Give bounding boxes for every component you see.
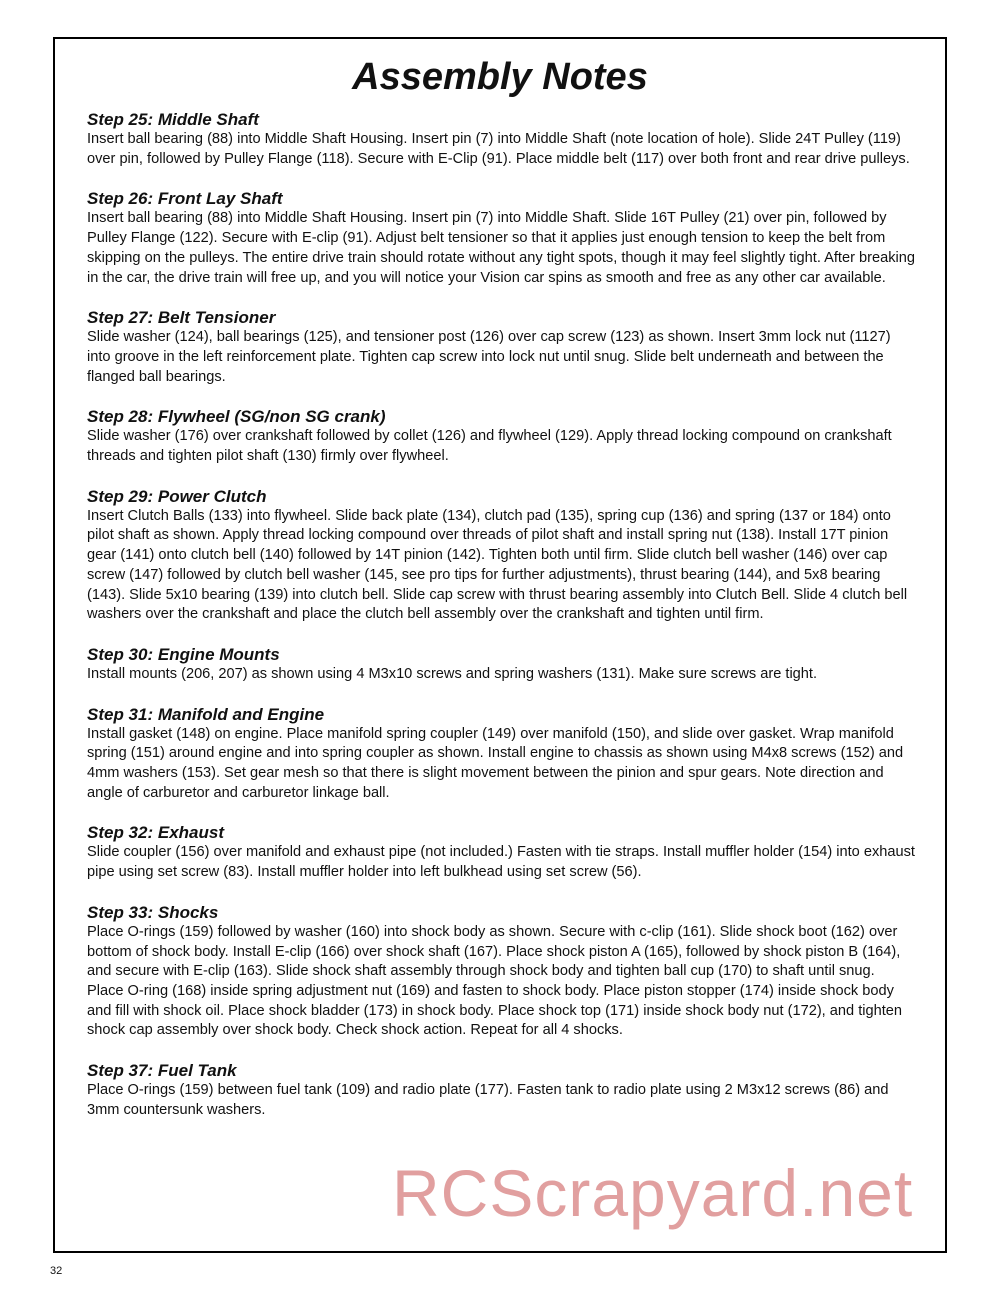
page-title: Assembly Notes <box>352 56 648 98</box>
page-number: 32 <box>50 1265 63 1277</box>
step-heading: Step 29: Power Clutch <box>87 486 267 506</box>
step-heading: Step 26: Front Lay Shaft <box>87 189 283 209</box>
step-body: Slide washer (176) over crankshaft followed by collet (126) and flywheel (129). Apply thread locking compound on crankshaft threads and tighten pilot shaft (130) firmly over flywheel. <box>87 428 892 465</box>
step-heading: Step 33: Shocks <box>87 902 219 922</box>
step-spacer <box>87 625 915 644</box>
step-body: Install gasket (148) on engine. Place manifold spring coupler (149) over manifold (150), and slide over gasket. Wrap manifold spring (151) around engine and into spring coupler as shown. Install engine to chassis as shown using M4x8 screws (152) and 4mm washers (153). Set gear mesh so that there is slight movement between the pinion and spur gears. Note direction and angle of carburetor and carburetor linkage ball. <box>87 725 904 801</box>
step-body: Slide washer (124), ball bearings (125), and tensioner post (126) over cap screw (123) as shown. Insert 3mm lock nut (1127) into groove in the left reinforcement plate. Tighten cap screw into lock nut until snug. Slide belt underneath and between the flanged ball bearings. <box>87 329 891 385</box>
step-spacer <box>87 803 915 822</box>
step-heading: Step 31: Manifold and Engine <box>87 704 325 724</box>
step-heading: Step 27: Belt Tensioner <box>87 308 276 328</box>
step-spacer <box>87 467 915 486</box>
step-body: Insert ball bearing (88) into Middle Shaft Housing. Insert pin (7) into Middle Shaft (note location of hole). Slide 24T Pulley (119) over pin, followed by Pulley Flange (118). Secure with E-Clip (91). Place middle belt (117) over both front and rear drive pulleys. <box>87 131 910 167</box>
step-33 <box>87 902 915 1041</box>
watermark: RCScrapyard.net <box>392 1156 914 1230</box>
step-spacer <box>87 288 915 307</box>
step-29 <box>87 486 915 625</box>
step-body: Insert ball bearing (88) into Middle Shaft Housing. Insert pin (7) into Middle Shaft. Slide 16T Pulley (21) over pin, followed by Pulley Flange (122). Secure with E-clip (91). Adjust belt tensioner so that it applies just enough tension to keep the belt from skipping on the pulleys. The entire drive train should rotate without any tight spots, though it may feel slightly tight. After breaking in the car, the drive train will free up, and you will notice your Vision car spins as smooth and free as any other car available. <box>87 210 915 286</box>
step-31 <box>87 704 915 804</box>
step-28 <box>87 406 915 466</box>
step-26 <box>87 188 915 288</box>
step-heading: Step 37: Fuel Tank <box>87 1061 237 1081</box>
steps-list <box>87 109 915 1121</box>
step-spacer <box>87 883 915 902</box>
step-heading: Step 32: Exhaust <box>87 823 224 843</box>
step-heading: Step 25: Middle Shaft <box>87 110 259 129</box>
step-spacer <box>87 685 915 704</box>
step-body: Install mounts (206, 207) as shown using 4 M3x10 screws and spring washers (131). Make sure screws are tight. <box>87 665 818 682</box>
step-30 <box>87 644 915 685</box>
step-spacer <box>87 1041 915 1060</box>
step-body: Place O-rings (159) followed by washer (160) into shock body as shown. Secure with c-clip (161). Slide shock boot (162) over bottom of shock body. Install E-clip (166) over shock shaft (167). Place shock piston A (165), followed by shock piston B (164), and secure with E-clip (163). Slide shock shaft assembly through shock body and tighten ball cup (170) to shaft until snug. Place O-ring (168) inside spring adjustment nut (169) and fasten to shock body. Place piston stopper (174) inside shock body and fill with shock oil. Place shock bladder (173) in shock body. Place shock top (171) inside shock body nut (172), and tighten shock cap assembly over shock body. Check shock action. Repeat for all 4 shocks. <box>87 923 903 1039</box>
page-frame <box>53 37 947 1253</box>
step-37 <box>87 1060 915 1120</box>
step-body: Place O-rings (159) between fuel tank (109) and radio plate (177). Fasten tank to radio plate using 2 M3x12 screws (86) and 3mm countersunk washers. <box>87 1082 889 1118</box>
step-25 <box>87 109 915 169</box>
step-spacer <box>87 387 915 406</box>
step-body: Insert Clutch Balls (133) into flywheel. Slide back plate (134), clutch pad (135), spring cup (136) and spring (137 or 184) onto pilot shaft as shown. Apply thread locking compound over threads of pilot shaft and install spring nut (138). Install 17T pinion gear (141) onto clutch bell (140) followed by 14T pinion (142). Tighten both until firm. Slide clutch bell washer (146) over cap screw (147) followed by clutch bell washer (145, see pro tips for further adjustments), thrust bearing (144), and 5x8 bearing (143). Slide 5x10 bearing (139) into clutch bell. Slide cap screw with thrust bearing assembly into Clutch Bell. Slide 4 clutch bell washers over the crankshaft and place the clutch bell assembly over the crankshaft and tighten until firm. <box>87 507 908 623</box>
step-27 <box>87 307 915 387</box>
step-spacer <box>87 169 915 188</box>
step-heading: Step 28: Flywheel (SG/non SG crank) <box>87 407 386 427</box>
step-32 <box>87 822 915 882</box>
step-heading: Step 30: Engine Mounts <box>87 644 280 664</box>
step-body: Slide coupler (156) over manifold and exhaust pipe (not included.) Fasten with tie straps. Install muffler holder (154) into exhaust pipe using set screw (83). Install muffler holder into left bulkhead using set screw (56). <box>87 844 915 881</box>
